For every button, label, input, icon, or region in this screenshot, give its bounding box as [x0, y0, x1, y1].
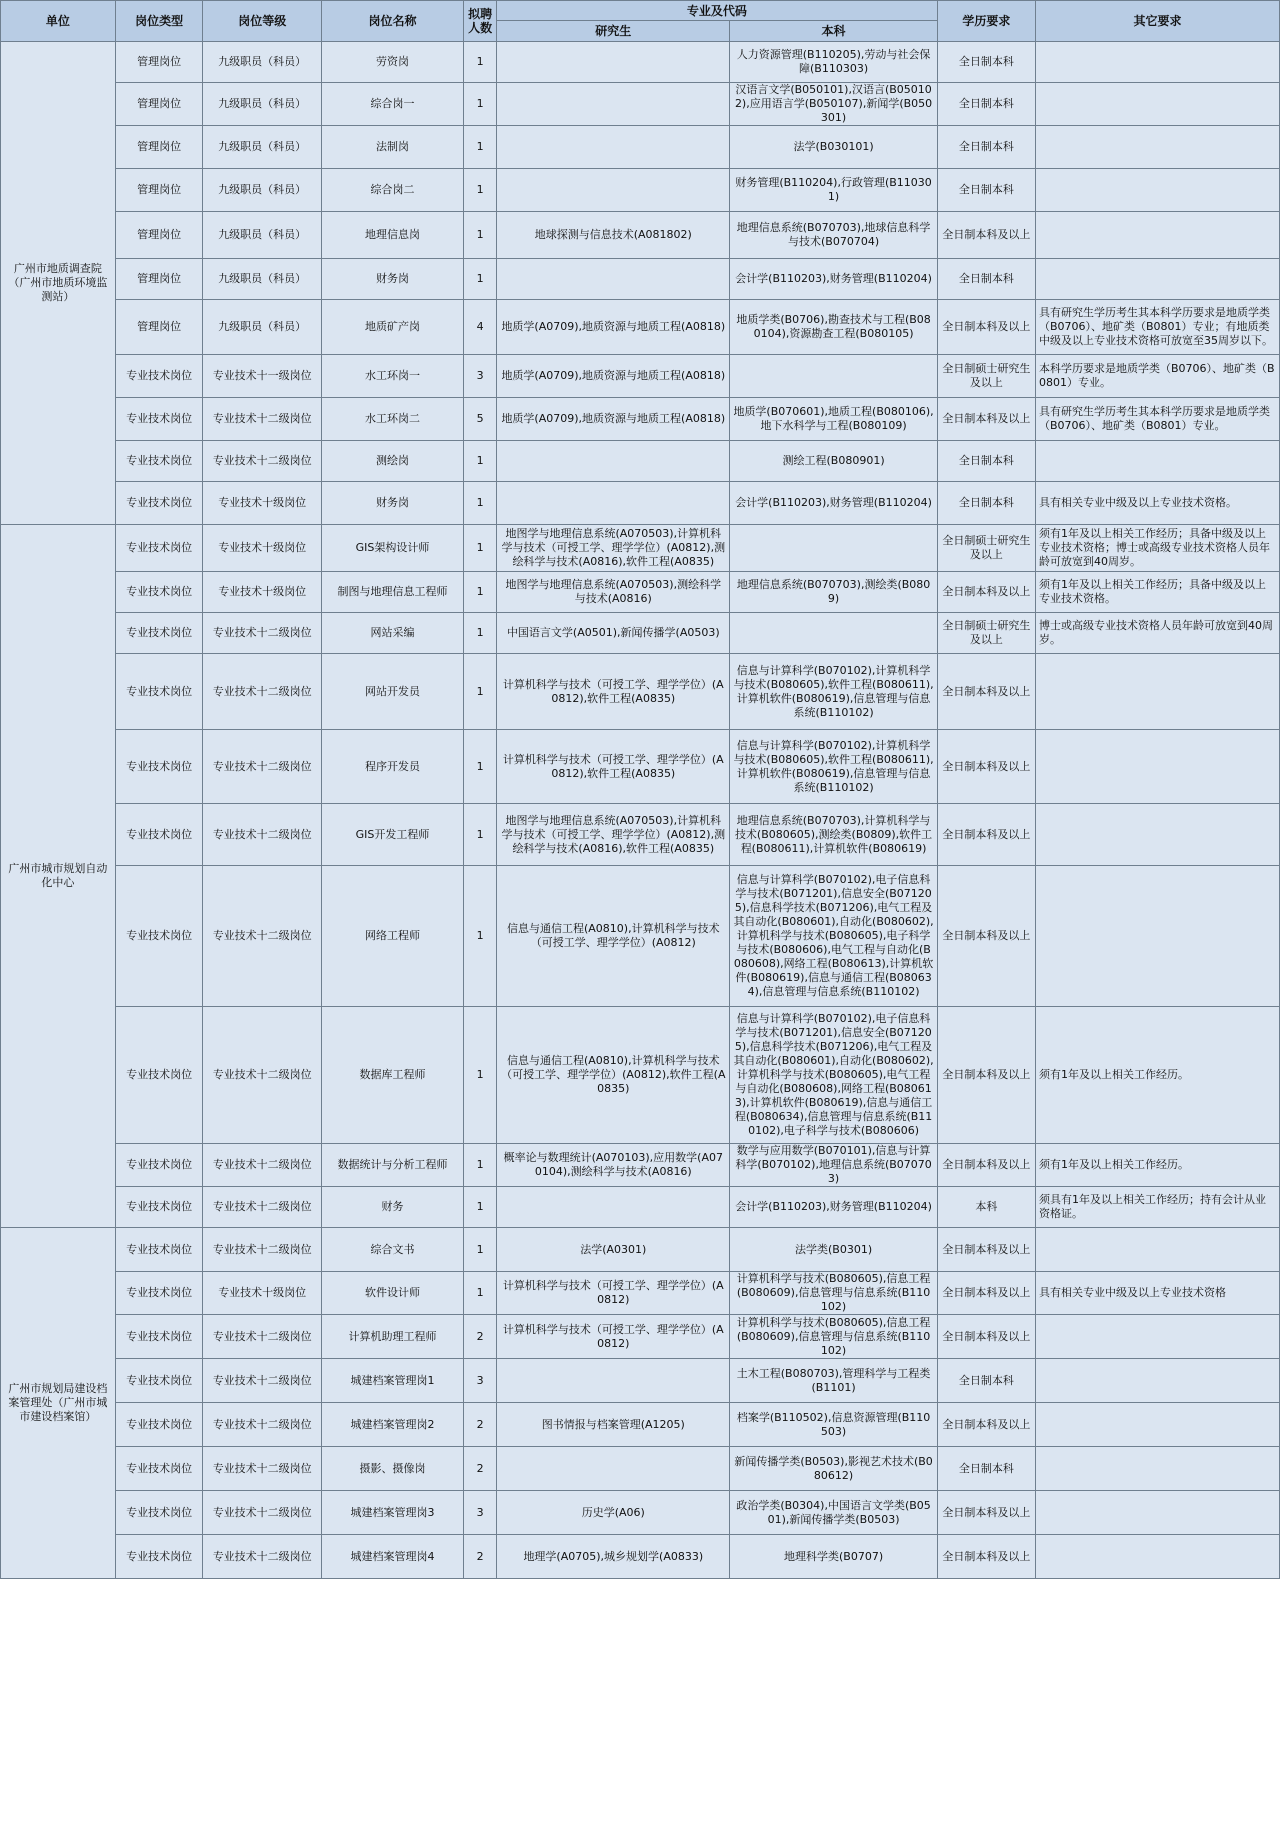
level-cell: 专业技术十级岗位: [203, 525, 321, 572]
count-cell: 2: [464, 1403, 497, 1447]
type-cell: 专业技术岗位: [115, 525, 203, 572]
level-cell: 专业技术十二级岗位: [203, 866, 321, 1007]
type-cell: 专业技术岗位: [115, 482, 203, 525]
undergrad-major-cell: 土木工程(B080703),管理科学与工程类(B1101): [730, 1359, 937, 1403]
table-row: [1, 1272, 1280, 1315]
header-level: 岗位等级: [203, 1, 321, 42]
other-req-cell: 须有1年及以上相关工作经历。: [1035, 1144, 1279, 1187]
name-cell: 水工环岗一: [321, 355, 463, 398]
edu-cell: 全日制本科: [937, 1359, 1035, 1403]
undergrad-major-cell: 信息与计算科学(B070102),计算机科学与技术(B080605),软件工程(B080611),计算机软件(B080619),信息管理与信息系统(B110102): [730, 654, 937, 730]
level-cell: 专业技术十二级岗位: [203, 1144, 321, 1187]
grad-major-cell: 概率论与数理统计(A070103),应用数学(A070104),测绘科学与技术(A0816): [497, 1144, 730, 1187]
type-cell: 专业技术岗位: [115, 1272, 203, 1315]
type-cell: 专业技术岗位: [115, 1447, 203, 1491]
grad-major-cell: 地球探测与信息技术(A081802): [497, 212, 730, 259]
grad-major-cell: [497, 1187, 730, 1228]
level-cell: 九级职员（科员）: [203, 212, 321, 259]
header-type: 岗位类型: [115, 1, 203, 42]
other-req-cell: [1035, 259, 1279, 300]
level-cell: 专业技术十二级岗位: [203, 398, 321, 441]
unit-cell: 广州市规划局建设档案管理处（广州市城市建设档案馆）: [1, 1228, 116, 1579]
edu-cell: 全日制本科及以上: [937, 398, 1035, 441]
name-cell: GIS开发工程师: [321, 804, 463, 866]
count-cell: 1: [464, 42, 497, 83]
type-cell: 专业技术岗位: [115, 398, 203, 441]
other-req-cell: [1035, 1447, 1279, 1491]
undergrad-major-cell: 信息与计算科学(B070102),计算机科学与技术(B080605),软件工程(B080611),计算机软件(B080619),信息管理与信息系统(B110102): [730, 730, 937, 804]
name-cell: 制图与地理信息工程师: [321, 572, 463, 613]
edu-cell: 全日制本科: [937, 169, 1035, 212]
name-cell: GIS架构设计师: [321, 525, 463, 572]
type-cell: 专业技术岗位: [115, 355, 203, 398]
undergrad-major-cell: 会计学(B110203),财务管理(B110204): [730, 259, 937, 300]
level-cell: 九级职员（科员）: [203, 42, 321, 83]
edu-cell: 全日制本科: [937, 482, 1035, 525]
other-req-cell: [1035, 730, 1279, 804]
grad-major-cell: 中国语言文学(A0501),新闻传播学(A0503): [497, 613, 730, 654]
level-cell: 专业技术十二级岗位: [203, 613, 321, 654]
name-cell: 城建档案管理岗1: [321, 1359, 463, 1403]
level-cell: 专业技术十二级岗位: [203, 1228, 321, 1272]
edu-cell: 全日制本科: [937, 42, 1035, 83]
name-cell: 财务岗: [321, 259, 463, 300]
type-cell: 专业技术岗位: [115, 730, 203, 804]
table-row: [1, 866, 1280, 1007]
grad-major-cell: 地理学(A0705),城乡规划学(A0833): [497, 1535, 730, 1579]
other-req-cell: [1035, 126, 1279, 169]
edu-cell: 全日制本科及以上: [937, 1535, 1035, 1579]
grad-major-cell: [497, 42, 730, 83]
undergrad-major-cell: 地理信息系统(B070703),测绘类(B0809): [730, 572, 937, 613]
other-req-cell: [1035, 1315, 1279, 1359]
other-req-cell: [1035, 1359, 1279, 1403]
count-cell: 1: [464, 804, 497, 866]
grad-major-cell: [497, 259, 730, 300]
table-row: [1, 1447, 1280, 1491]
undergrad-major-cell: 汉语言文学(B050101),汉语言(B050102),应用语言学(B050107),新闻学(B050301): [730, 83, 937, 126]
level-cell: 九级职员（科员）: [203, 126, 321, 169]
other-req-cell: [1035, 804, 1279, 866]
edu-cell: 全日制本科及以上: [937, 866, 1035, 1007]
level-cell: 专业技术十二级岗位: [203, 1315, 321, 1359]
type-cell: 管理岗位: [115, 300, 203, 355]
table-row: [1, 1144, 1280, 1187]
name-cell: 综合岗一: [321, 83, 463, 126]
grad-major-cell: [497, 83, 730, 126]
undergrad-major-cell: 数学与应用数学(B070101),信息与计算科学(B070102),地理信息系统(B070703): [730, 1144, 937, 1187]
name-cell: 网站采编: [321, 613, 463, 654]
other-req-cell: 须具有1年及以上相关工作经历；持有会计从业资格证。: [1035, 1187, 1279, 1228]
undergrad-major-cell: 信息与计算科学(B070102),电子信息科学与技术(B071201),信息安全(B071205),信息科学技术(B071206),电气工程及其自动化(B080601),自动化(B080602),计算机科学与技术(B080605),电子科学与技术(B080606),电气工程与自动化(B080608),网络工程(B080613),计算机软件(B080619),信息与通信工程(B080634),信息管理与信息系统(B110102): [730, 866, 937, 1007]
type-cell: 管理岗位: [115, 212, 203, 259]
level-cell: 专业技术十二级岗位: [203, 1403, 321, 1447]
name-cell: 综合文书: [321, 1228, 463, 1272]
edu-cell: 全日制本科及以上: [937, 804, 1035, 866]
undergrad-major-cell: 法学类(B0301): [730, 1228, 937, 1272]
edu-cell: 全日制本科: [937, 1447, 1035, 1491]
table-row: [1, 126, 1280, 169]
name-cell: 劳资岗: [321, 42, 463, 83]
level-cell: 专业技术十二级岗位: [203, 1491, 321, 1535]
other-req-cell: [1035, 1535, 1279, 1579]
type-cell: 专业技术岗位: [115, 572, 203, 613]
other-req-cell: [1035, 212, 1279, 259]
type-cell: 专业技术岗位: [115, 1144, 203, 1187]
count-cell: 1: [464, 83, 497, 126]
undergrad-major-cell: [730, 355, 937, 398]
edu-cell: 全日制本科及以上: [937, 1228, 1035, 1272]
undergrad-major-cell: 人力资源管理(B110205),劳动与社会保障(B110303): [730, 42, 937, 83]
header-count: 拟聘人数: [464, 1, 497, 42]
edu-cell: 全日制硕士研究生及以上: [937, 525, 1035, 572]
edu-cell: 全日制本科及以上: [937, 1403, 1035, 1447]
other-req-cell: [1035, 1491, 1279, 1535]
unit-cell: 广州市城市规划自动化中心: [1, 525, 116, 1228]
edu-cell: 本科: [937, 1187, 1035, 1228]
name-cell: 数据库工程师: [321, 1007, 463, 1144]
other-req-cell: 须有1年及以上相关工作经历；具备中级及以上专业技术资格。: [1035, 572, 1279, 613]
edu-cell: 全日制本科及以上: [937, 1315, 1035, 1359]
other-req-cell: 本科学历要求是地质学类（B0706）、地矿类（B0801）专业。: [1035, 355, 1279, 398]
type-cell: 专业技术岗位: [115, 1359, 203, 1403]
header-undergrad: 本科: [730, 21, 937, 42]
count-cell: 1: [464, 1228, 497, 1272]
edu-cell: 全日制本科: [937, 441, 1035, 482]
name-cell: 网站开发员: [321, 654, 463, 730]
other-req-cell: 具有相关专业中级及以上专业技术资格。: [1035, 482, 1279, 525]
name-cell: 城建档案管理岗4: [321, 1535, 463, 1579]
grad-major-cell: [497, 169, 730, 212]
type-cell: 专业技术岗位: [115, 1007, 203, 1144]
type-cell: 专业技术岗位: [115, 1315, 203, 1359]
grad-major-cell: 图书情报与档案管理(A1205): [497, 1403, 730, 1447]
other-req-cell: [1035, 169, 1279, 212]
table-row: [1, 1007, 1280, 1144]
edu-cell: 全日制本科及以上: [937, 1007, 1035, 1144]
edu-cell: 全日制本科及以上: [937, 654, 1035, 730]
type-cell: 专业技术岗位: [115, 1228, 203, 1272]
unit-cell: 广州市地质调查院（广州市地质环境监测站）: [1, 42, 116, 525]
table-row: [1, 1491, 1280, 1535]
type-cell: 专业技术岗位: [115, 441, 203, 482]
table-row: [1, 355, 1280, 398]
undergrad-major-cell: 测绘工程(B080901): [730, 441, 937, 482]
type-cell: 管理岗位: [115, 83, 203, 126]
edu-cell: 全日制本科及以上: [937, 300, 1035, 355]
level-cell: 专业技术十二级岗位: [203, 654, 321, 730]
level-cell: 专业技术十级岗位: [203, 572, 321, 613]
grad-major-cell: 法学(A0301): [497, 1228, 730, 1272]
other-req-cell: 博士或高级专业技术资格人员年龄可放宽到40周岁。: [1035, 613, 1279, 654]
edu-cell: 全日制本科: [937, 83, 1035, 126]
name-cell: 财务: [321, 1187, 463, 1228]
grad-major-cell: 计算机科学与技术（可授工学、理学学位）(A0812),软件工程(A0835): [497, 654, 730, 730]
count-cell: 3: [464, 1491, 497, 1535]
undergrad-major-cell: 计算机科学与技术(B080605),信息工程(B080609),信息管理与信息系统(B110102): [730, 1272, 937, 1315]
edu-cell: 全日制本科及以上: [937, 730, 1035, 804]
table-row: [1, 42, 1280, 83]
type-cell: 专业技术岗位: [115, 866, 203, 1007]
table-row: [1, 169, 1280, 212]
undergrad-major-cell: 档案学(B110502),信息资源管理(B110503): [730, 1403, 937, 1447]
level-cell: 专业技术十二级岗位: [203, 1187, 321, 1228]
level-cell: 九级职员（科员）: [203, 259, 321, 300]
header-other: 其它要求: [1035, 1, 1279, 42]
type-cell: 管理岗位: [115, 259, 203, 300]
header-unit: 单位: [1, 1, 116, 42]
count-cell: 2: [464, 1447, 497, 1491]
edu-cell: 全日制硕士研究生及以上: [937, 355, 1035, 398]
count-cell: 1: [464, 654, 497, 730]
count-cell: 1: [464, 866, 497, 1007]
table-row: [1, 441, 1280, 482]
grad-major-cell: [497, 1447, 730, 1491]
other-req-cell: [1035, 441, 1279, 482]
undergrad-major-cell: 信息与计算科学(B070102),电子信息科学与技术(B071201),信息安全(B071205),信息科学技术(B071206),电气工程及其自动化(B080601),自动化(B080602),计算机科学与技术(B080605),电气工程与自动化(B080608),网络工程(B080613),计算机软件(B080619),信息与通信工程(B080634),信息管理与信息系统(B110102),电子科学与技术(B080606): [730, 1007, 937, 1144]
count-cell: 2: [464, 1315, 497, 1359]
table-row: [1, 1228, 1280, 1272]
name-cell: 数据统计与分析工程师: [321, 1144, 463, 1187]
grad-major-cell: [497, 126, 730, 169]
other-req-cell: [1035, 866, 1279, 1007]
count-cell: 1: [464, 1144, 497, 1187]
undergrad-major-cell: 地质学(B070601),地质工程(B080106),地下水科学与工程(B080109): [730, 398, 937, 441]
count-cell: 1: [464, 212, 497, 259]
undergrad-major-cell: 计算机科学与技术(B080605),信息工程(B080609),信息管理与信息系统(B110102): [730, 1315, 937, 1359]
type-cell: 管理岗位: [115, 42, 203, 83]
level-cell: 专业技术十二级岗位: [203, 730, 321, 804]
type-cell: 专业技术岗位: [115, 654, 203, 730]
grad-major-cell: 地质学(A0709),地质资源与地质工程(A0818): [497, 300, 730, 355]
other-req-cell: 须有1年及以上相关工作经历。: [1035, 1007, 1279, 1144]
count-cell: 3: [464, 1359, 497, 1403]
table-row: [1, 1403, 1280, 1447]
count-cell: 1: [464, 169, 497, 212]
other-req-cell: [1035, 654, 1279, 730]
name-cell: 财务岗: [321, 482, 463, 525]
name-cell: 地质矿产岗: [321, 300, 463, 355]
other-req-cell: 具有相关专业中级及以上专业技术资格: [1035, 1272, 1279, 1315]
grad-major-cell: 地图学与地理信息系统(A070503),计算机科学与技术（可授工学、理学学位）(A0812),测绘科学与技术(A0816),软件工程(A0835): [497, 525, 730, 572]
table-row: [1, 654, 1280, 730]
grad-major-cell: 历史学(A06): [497, 1491, 730, 1535]
name-cell: 水工环岗二: [321, 398, 463, 441]
undergrad-major-cell: [730, 613, 937, 654]
table-row: [1, 398, 1280, 441]
table-row: [1, 1535, 1280, 1579]
grad-major-cell: 计算机科学与技术（可授工学、理学学位）(A0812): [497, 1315, 730, 1359]
undergrad-major-cell: [730, 525, 937, 572]
other-req-cell: [1035, 1403, 1279, 1447]
level-cell: 专业技术十级岗位: [203, 1272, 321, 1315]
header-edu: 学历要求: [937, 1, 1035, 42]
name-cell: 测绘岗: [321, 441, 463, 482]
edu-cell: 全日制本科及以上: [937, 1144, 1035, 1187]
table-row: [1, 730, 1280, 804]
count-cell: 1: [464, 1272, 497, 1315]
level-cell: 九级职员（科员）: [203, 169, 321, 212]
undergrad-major-cell: 地理信息系统(B070703),计算机科学与技术(B080605),测绘类(B0809),软件工程(B080611),计算机软件(B080619): [730, 804, 937, 866]
count-cell: 1: [464, 441, 497, 482]
table-row: [1, 259, 1280, 300]
grad-major-cell: [497, 441, 730, 482]
grad-major-cell: 地质学(A0709),地质资源与地质工程(A0818): [497, 398, 730, 441]
count-cell: 1: [464, 1187, 497, 1228]
type-cell: 专业技术岗位: [115, 1403, 203, 1447]
undergrad-major-cell: 财务管理(B110204),行政管理(B110301): [730, 169, 937, 212]
grad-major-cell: 计算机科学与技术（可授工学、理学学位）(A0812),软件工程(A0835): [497, 730, 730, 804]
undergrad-major-cell: 新闻传播学类(B0503),影视艺术技术(B080612): [730, 1447, 937, 1491]
name-cell: 计算机助理工程师: [321, 1315, 463, 1359]
other-req-cell: [1035, 42, 1279, 83]
level-cell: 专业技术十二级岗位: [203, 441, 321, 482]
count-cell: 2: [464, 1535, 497, 1579]
name-cell: 法制岗: [321, 126, 463, 169]
grad-major-cell: 信息与通信工程(A0810),计算机科学与技术（可授工学、理学学位）(A0812),软件工程(A0835): [497, 1007, 730, 1144]
edu-cell: 全日制本科: [937, 259, 1035, 300]
edu-cell: 全日制本科及以上: [937, 572, 1035, 613]
level-cell: 专业技术十一级岗位: [203, 355, 321, 398]
name-cell: 摄影、摄像岗: [321, 1447, 463, 1491]
undergrad-major-cell: 地理信息系统(B070703),地球信息科学与技术(B070704): [730, 212, 937, 259]
level-cell: 九级职员（科员）: [203, 83, 321, 126]
count-cell: 1: [464, 525, 497, 572]
table-row: [1, 804, 1280, 866]
other-req-cell: [1035, 1228, 1279, 1272]
undergrad-major-cell: 会计学(B110203),财务管理(B110204): [730, 1187, 937, 1228]
level-cell: 专业技术十二级岗位: [203, 804, 321, 866]
count-cell: 1: [464, 730, 497, 804]
count-cell: 1: [464, 1007, 497, 1144]
edu-cell: 全日制硕士研究生及以上: [937, 613, 1035, 654]
type-cell: 专业技术岗位: [115, 1491, 203, 1535]
count-cell: 1: [464, 126, 497, 169]
undergrad-major-cell: 法学(B030101): [730, 126, 937, 169]
name-cell: 网络工程师: [321, 866, 463, 1007]
header-name: 岗位名称: [321, 1, 463, 42]
undergrad-major-cell: 会计学(B110203),财务管理(B110204): [730, 482, 937, 525]
level-cell: 专业技术十二级岗位: [203, 1447, 321, 1491]
count-cell: 3: [464, 355, 497, 398]
grad-major-cell: 地质学(A0709),地质资源与地质工程(A0818): [497, 355, 730, 398]
type-cell: 专业技术岗位: [115, 1535, 203, 1579]
table-row: [1, 1359, 1280, 1403]
count-cell: 1: [464, 613, 497, 654]
undergrad-major-cell: 地质学类(B0706),勘查技术与工程(B080104),资源勘查工程(B080105): [730, 300, 937, 355]
header-grad: 研究生: [497, 21, 730, 42]
count-cell: 5: [464, 398, 497, 441]
type-cell: 专业技术岗位: [115, 613, 203, 654]
grad-major-cell: [497, 482, 730, 525]
count-cell: 1: [464, 482, 497, 525]
edu-cell: 全日制本科及以上: [937, 212, 1035, 259]
level-cell: 专业技术十二级岗位: [203, 1007, 321, 1144]
name-cell: 程序开发员: [321, 730, 463, 804]
edu-cell: 全日制本科及以上: [937, 1491, 1035, 1535]
other-req-cell: 具有研究生学历考生其本科学历要求是地质学类（B0706）、地矿类（B0801）专业。: [1035, 398, 1279, 441]
level-cell: 专业技术十二级岗位: [203, 1359, 321, 1403]
table-row: [1, 1187, 1280, 1228]
table-row: [1, 525, 1280, 572]
level-cell: 九级职员（科员）: [203, 300, 321, 355]
grad-major-cell: 计算机科学与技术（可授工学、理学学位）(A0812): [497, 1272, 730, 1315]
name-cell: 城建档案管理岗2: [321, 1403, 463, 1447]
type-cell: 专业技术岗位: [115, 804, 203, 866]
type-cell: 管理岗位: [115, 169, 203, 212]
table-row: [1, 300, 1280, 355]
table-row: [1, 482, 1280, 525]
grad-major-cell: 地图学与地理信息系统(A070503),计算机科学与技术（可授工学、理学学位）(A0812),测绘科学与技术(A0816),软件工程(A0835): [497, 804, 730, 866]
count-cell: 1: [464, 572, 497, 613]
edu-cell: 全日制本科: [937, 126, 1035, 169]
type-cell: 专业技术岗位: [115, 1187, 203, 1228]
name-cell: 软件设计师: [321, 1272, 463, 1315]
count-cell: 1: [464, 259, 497, 300]
count-cell: 4: [464, 300, 497, 355]
name-cell: 地理信息岗: [321, 212, 463, 259]
table-row: [1, 1315, 1280, 1359]
other-req-cell: 须有1年及以上相关工作经历；具备中级及以上专业技术资格；博士或高级专业技术资格人员年龄可放宽到40周岁。: [1035, 525, 1279, 572]
level-cell: 专业技术十级岗位: [203, 482, 321, 525]
undergrad-major-cell: 政治学类(B0304),中国语言文学类(B0501),新闻传播学类(B0503): [730, 1491, 937, 1535]
table-row: [1, 212, 1280, 259]
name-cell: 城建档案管理岗3: [321, 1491, 463, 1535]
edu-cell: 全日制本科及以上: [937, 1272, 1035, 1315]
grad-major-cell: 地图学与地理信息系统(A070503),测绘科学与技术(A0816): [497, 572, 730, 613]
grad-major-cell: 信息与通信工程(A0810),计算机科学与技术（可授工学、理学学位）(A0812): [497, 866, 730, 1007]
other-req-cell: [1035, 83, 1279, 126]
table-row: [1, 83, 1280, 126]
table-row: [1, 572, 1280, 613]
grad-major-cell: [497, 1359, 730, 1403]
other-req-cell: 具有研究生学历考生其本科学历要求是地质学类（B0706）、地矿类（B0801）专业；有地质类中级及以上专业技术资格可放宽至35周岁以下。: [1035, 300, 1279, 355]
undergrad-major-cell: 地理科学类(B0707): [730, 1535, 937, 1579]
type-cell: 管理岗位: [115, 126, 203, 169]
table-row: [1, 613, 1280, 654]
level-cell: 专业技术十二级岗位: [203, 1535, 321, 1579]
header-major: 专业及代码: [497, 1, 938, 21]
name-cell: 综合岗二: [321, 169, 463, 212]
